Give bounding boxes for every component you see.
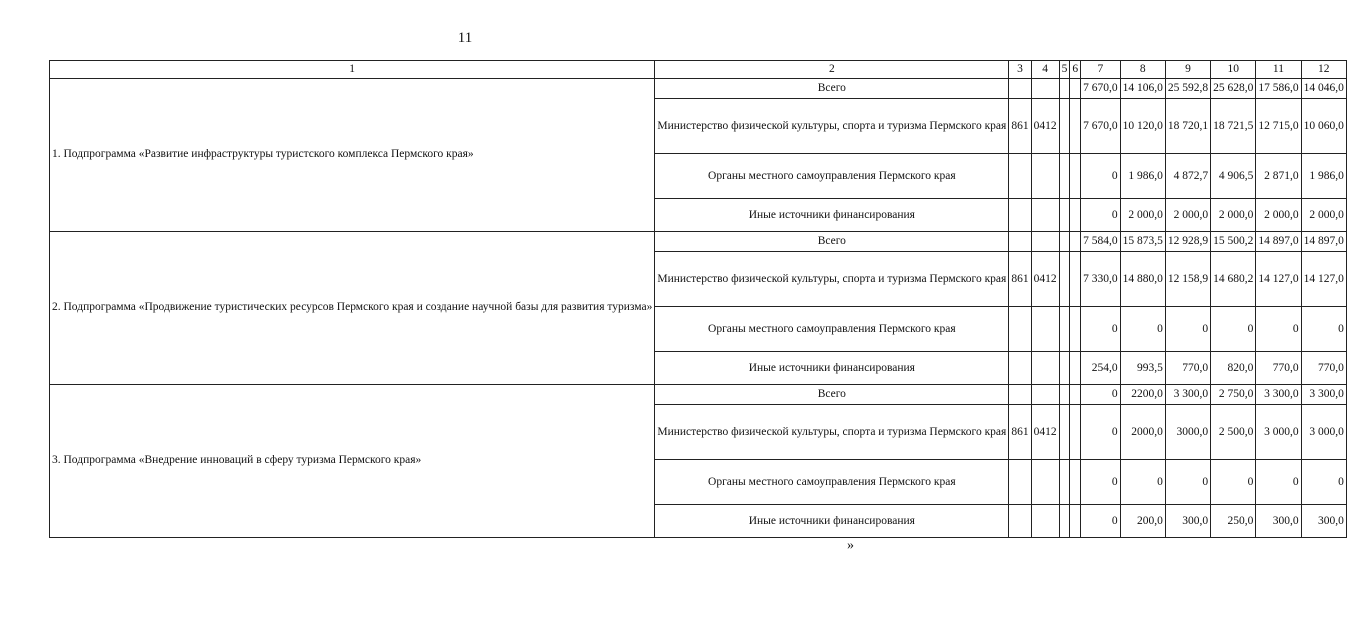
- amount-col-8: 2200,0: [1120, 385, 1165, 405]
- amount-col-9: 4 872,7: [1165, 154, 1210, 199]
- amount-col-11: 0: [1256, 460, 1301, 505]
- budget-code-c3: [1009, 307, 1031, 352]
- budget-code-c4: [1031, 307, 1059, 352]
- amount-col-11: 17 586,0: [1256, 79, 1301, 99]
- amount-col-9: 2 000,0: [1165, 199, 1210, 232]
- budget-code-c6: [1070, 352, 1081, 385]
- amount-col-7: 0: [1081, 154, 1121, 199]
- budget-code-c6: [1070, 405, 1081, 460]
- col-header-9: 9: [1165, 61, 1210, 79]
- amount-col-11: 12 715,0: [1256, 99, 1301, 154]
- header-row: [50, 61, 1347, 79]
- col-header-3: 3: [1009, 61, 1031, 79]
- col-header-8: 8: [1120, 61, 1165, 79]
- budget-code-c6: [1070, 232, 1081, 252]
- budget-code-c3: [1009, 460, 1031, 505]
- budget-code-c6: [1070, 307, 1081, 352]
- budget-code-c4: [1031, 199, 1059, 232]
- amount-col-8: 10 120,0: [1120, 99, 1165, 154]
- amount-col-7: 0: [1081, 307, 1121, 352]
- col-header-10: 10: [1211, 61, 1256, 79]
- amount-col-8: 0: [1120, 307, 1165, 352]
- amount-col-12: 300,0: [1301, 505, 1346, 538]
- amount-col-10: 15 500,2: [1211, 232, 1256, 252]
- budget-code-c3: [1009, 79, 1031, 99]
- funding-source: Министерство физической культуры, спорта и туризма Пермского края: [655, 99, 1009, 154]
- table-header: [50, 61, 1347, 79]
- amount-col-12: 0: [1301, 307, 1346, 352]
- funding-source: Иные источники финансирования: [655, 199, 1009, 232]
- amount-col-9: 12 928,9: [1165, 232, 1210, 252]
- budget-code-c5: [1059, 252, 1070, 307]
- budget-code-c4: [1031, 385, 1059, 405]
- amount-col-7: 0: [1081, 385, 1121, 405]
- amount-col-10: 2 750,0: [1211, 385, 1256, 405]
- amount-col-10: 2 000,0: [1211, 199, 1256, 232]
- amount-col-12: 2 000,0: [1301, 199, 1346, 232]
- funding-source: Всего: [655, 385, 1009, 405]
- budget-code-c5: [1059, 99, 1070, 154]
- budget-code-c4: [1031, 460, 1059, 505]
- amount-col-8: 993,5: [1120, 352, 1165, 385]
- amount-col-7: 7 330,0: [1081, 252, 1121, 307]
- amount-col-9: 25 592,8: [1165, 79, 1210, 99]
- amount-col-11: 14 127,0: [1256, 252, 1301, 307]
- budget-code-c4: 0412: [1031, 405, 1059, 460]
- amount-col-12: 3 300,0: [1301, 385, 1346, 405]
- amount-col-12: 10 060,0: [1301, 99, 1346, 154]
- funding-source: Органы местного самоуправления Пермского края: [655, 307, 1009, 352]
- budget-code-c5: [1059, 505, 1070, 538]
- amount-col-11: 0: [1256, 307, 1301, 352]
- budget-code-c3: [1009, 199, 1031, 232]
- budget-code-c3: [1009, 154, 1031, 199]
- amount-col-7: 254,0: [1081, 352, 1121, 385]
- amount-col-8: 0: [1120, 460, 1165, 505]
- amount-col-10: 0: [1211, 460, 1256, 505]
- amount-col-11: 300,0: [1256, 505, 1301, 538]
- amount-col-12: 14 046,0: [1301, 79, 1346, 99]
- budget-code-c3: [1009, 385, 1031, 405]
- amount-col-8: 200,0: [1120, 505, 1165, 538]
- col-header-4: 4: [1031, 61, 1059, 79]
- amount-col-11: 770,0: [1256, 352, 1301, 385]
- budget-code-c3: [1009, 232, 1031, 252]
- amount-col-10: 4 906,5: [1211, 154, 1256, 199]
- table-body: [50, 79, 1347, 538]
- amount-col-11: 3 000,0: [1256, 405, 1301, 460]
- subprogram-name: 1. Подпрограмма «Развитие инфраструктуры туристского комплекса Пермского края»: [50, 79, 655, 232]
- amount-col-9: 0: [1165, 460, 1210, 505]
- amount-col-12: 14 127,0: [1301, 252, 1346, 307]
- amount-col-10: 14 680,2: [1211, 252, 1256, 307]
- funding-source: Министерство физической культуры, спорта и туризма Пермского края: [655, 405, 1009, 460]
- budget-code-c4: 0412: [1031, 99, 1059, 154]
- budget-code-c3: 861: [1009, 99, 1031, 154]
- amount-col-11: 2 871,0: [1256, 154, 1301, 199]
- budget-code-c6: [1070, 505, 1081, 538]
- amount-col-9: 12 158,9: [1165, 252, 1210, 307]
- amount-col-7: 0: [1081, 405, 1121, 460]
- subprogram-name: 2. Подпрограмма «Продвижение туристических ресурсов Пермского края и создание научной базы для развития туризма»: [50, 232, 655, 385]
- col-header-1: 1: [50, 61, 655, 79]
- budget-code-c3: 861: [1009, 405, 1031, 460]
- amount-col-10: 18 721,5: [1211, 99, 1256, 154]
- budget-code-c4: [1031, 154, 1059, 199]
- table-row-total: [50, 79, 1347, 99]
- amount-col-9: 0: [1165, 307, 1210, 352]
- budget-code-c5: [1059, 385, 1070, 405]
- amount-col-12: 1 986,0: [1301, 154, 1346, 199]
- amount-col-10: 0: [1211, 307, 1256, 352]
- col-header-11: 11: [1256, 61, 1301, 79]
- budget-code-c5: [1059, 352, 1070, 385]
- budget-code-c5: [1059, 405, 1070, 460]
- amount-col-8: 14 106,0: [1120, 79, 1165, 99]
- funding-source: Всего: [655, 232, 1009, 252]
- amount-col-8: 14 880,0: [1120, 252, 1165, 307]
- table-row-total: [50, 232, 1347, 252]
- budget-code-c5: [1059, 460, 1070, 505]
- budget-code-c4: [1031, 79, 1059, 99]
- funding-source: Всего: [655, 79, 1009, 99]
- amount-col-7: 7 670,0: [1081, 99, 1121, 154]
- budget-code-c6: [1070, 199, 1081, 232]
- budget-code-c6: [1070, 460, 1081, 505]
- amount-col-12: 770,0: [1301, 352, 1346, 385]
- funding-source: Министерство физической культуры, спорта и туризма Пермского края: [655, 252, 1009, 307]
- amount-col-7: 0: [1081, 199, 1121, 232]
- amount-col-12: 0: [1301, 460, 1346, 505]
- funding-source: Органы местного самоуправления Пермского края: [655, 460, 1009, 505]
- subprogram-name: 3. Подпрограмма «Внедрение инноваций в сферу туризма Пермского края»: [50, 385, 655, 538]
- budget-code-c5: [1059, 232, 1070, 252]
- amount-col-9: 18 720,1: [1165, 99, 1210, 154]
- budget-code-c5: [1059, 154, 1070, 199]
- budget-code-c3: [1009, 505, 1031, 538]
- budget-code-c4: [1031, 352, 1059, 385]
- budget-code-c4: 0412: [1031, 252, 1059, 307]
- amount-col-12: 3 000,0: [1301, 405, 1346, 460]
- col-header-6: 6: [1070, 61, 1081, 79]
- budget-code-c5: [1059, 79, 1070, 99]
- amount-col-11: 3 300,0: [1256, 385, 1301, 405]
- budget-code-c3: [1009, 352, 1031, 385]
- col-header-7: 7: [1081, 61, 1121, 79]
- budget-code-c6: [1070, 385, 1081, 405]
- amount-col-9: 3000,0: [1165, 405, 1210, 460]
- col-header-12: 12: [1301, 61, 1346, 79]
- amount-col-8: 15 873,5: [1120, 232, 1165, 252]
- table-row-total: [50, 385, 1347, 405]
- amount-col-7: 0: [1081, 505, 1121, 538]
- budget-code-c4: [1031, 505, 1059, 538]
- amount-col-10: 250,0: [1211, 505, 1256, 538]
- funding-source: Иные источники финансирования: [655, 352, 1009, 385]
- col-header-5: 5: [1059, 61, 1070, 79]
- budget-code-c5: [1059, 199, 1070, 232]
- amount-col-8: 1 986,0: [1120, 154, 1165, 199]
- budget-code-c6: [1070, 79, 1081, 99]
- amount-col-11: 14 897,0: [1256, 232, 1301, 252]
- financing-table: [49, 60, 1347, 538]
- amount-col-12: 14 897,0: [1301, 232, 1346, 252]
- budget-code-c4: [1031, 232, 1059, 252]
- amount-col-9: 770,0: [1165, 352, 1210, 385]
- amount-col-7: 7 584,0: [1081, 232, 1121, 252]
- funding-source: Органы местного самоуправления Пермского края: [655, 154, 1009, 199]
- amount-col-7: 0: [1081, 460, 1121, 505]
- budget-code-c5: [1059, 307, 1070, 352]
- closing-quote: »: [847, 538, 854, 553]
- amount-col-9: 3 300,0: [1165, 385, 1210, 405]
- col-header-2: 2: [655, 61, 1009, 79]
- amount-col-10: 2 500,0: [1211, 405, 1256, 460]
- budget-code-c3: 861: [1009, 252, 1031, 307]
- amount-col-8: 2 000,0: [1120, 199, 1165, 232]
- budget-code-c6: [1070, 252, 1081, 307]
- budget-code-c6: [1070, 154, 1081, 199]
- page-number: 11: [457, 30, 473, 46]
- amount-col-10: 25 628,0: [1211, 79, 1256, 99]
- funding-source: Иные источники финансирования: [655, 505, 1009, 538]
- budget-code-c6: [1070, 99, 1081, 154]
- amount-col-8: 2000,0: [1120, 405, 1165, 460]
- amount-col-7: 7 670,0: [1081, 79, 1121, 99]
- amount-col-11: 2 000,0: [1256, 199, 1301, 232]
- amount-col-10: 820,0: [1211, 352, 1256, 385]
- amount-col-9: 300,0: [1165, 505, 1210, 538]
